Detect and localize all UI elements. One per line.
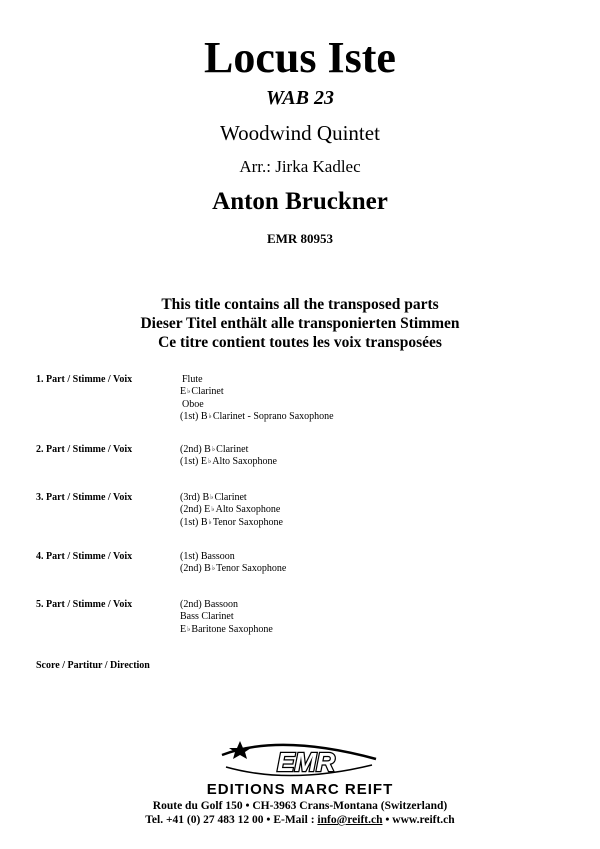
instrument-line: (3rd) B♭Clarinet xyxy=(180,492,247,503)
score-label: Score / Partitur / Direction xyxy=(36,660,150,671)
instrument-line: E♭Baritone Saxophone xyxy=(180,623,273,635)
part-label: 1. Part / Stimme / Voix xyxy=(36,374,133,385)
instrument-line: (2nd) Bassoon xyxy=(180,599,239,610)
part-label: 2. Part / Stimme / Voix xyxy=(36,444,133,455)
instrument-line: Oboe xyxy=(182,398,204,410)
contact-website: • www.reift.ch xyxy=(382,814,455,826)
instrument-line: Flute xyxy=(182,374,203,385)
publisher-contact xyxy=(0,813,600,827)
part-label: 3. Part / Stimme / Voix xyxy=(36,492,133,503)
email-link[interactable]: info@reift.ch xyxy=(317,814,383,826)
note-german: Dieser Titel enthält alle transponierten Stimmen xyxy=(140,315,460,332)
arranger-credit: Arr.: Jirka Kadlec xyxy=(239,157,361,176)
part-instruments xyxy=(180,599,273,636)
instrument-line: (1st) B♭Tenor Saxophone xyxy=(180,516,283,528)
instrument-line: E♭Clarinet xyxy=(180,386,224,398)
instrument-line: Bass Clarinet xyxy=(180,611,234,623)
part-label: 4. Part / Stimme / Voix xyxy=(36,551,133,562)
contact-phone: Tel. +41 (0) 27 483 12 00 • E-Mail : xyxy=(145,814,318,826)
ensemble-name: Woodwind Quintet xyxy=(220,121,380,145)
logo-publisher-name: EDITIONS MARC REIFT xyxy=(206,781,394,797)
publisher-logo xyxy=(200,737,400,797)
publisher-address: Route du Golf 150 • CH-3963 Crans-Montana (Switzerland) xyxy=(152,800,448,812)
part-instruments xyxy=(180,444,277,469)
note-english: This title contains all the transposed parts xyxy=(161,296,439,313)
score-title: Locus Iste xyxy=(204,33,396,82)
logo-mark: EMR xyxy=(277,747,335,777)
part-instruments xyxy=(180,374,334,423)
instrument-line: (2nd) E♭Alto Saxophone xyxy=(180,504,281,516)
instrument-line: (1st) B♭Clarinet - Soprano Saxophone xyxy=(180,410,334,422)
instrument-line: (2nd) B♭Clarinet xyxy=(180,444,249,455)
note-french: Ce titre contient toutes les voix transposées xyxy=(158,334,442,351)
part-label: 5. Part / Stimme / Voix xyxy=(36,599,133,610)
part-instruments xyxy=(180,551,286,576)
instrument-line: (1st) Bassoon xyxy=(180,551,235,562)
composer-name: Anton Bruckner xyxy=(212,188,388,215)
transposition-notes xyxy=(0,295,600,352)
part-instruments xyxy=(180,492,283,529)
instrument-line: (2nd) B♭Tenor Saxophone xyxy=(180,563,287,575)
edition-number: EMR 80953 xyxy=(266,231,334,246)
catalog-work-number: WAB 23 xyxy=(266,87,334,109)
instrument-line: (1st) E♭Alto Saxophone xyxy=(180,456,277,468)
